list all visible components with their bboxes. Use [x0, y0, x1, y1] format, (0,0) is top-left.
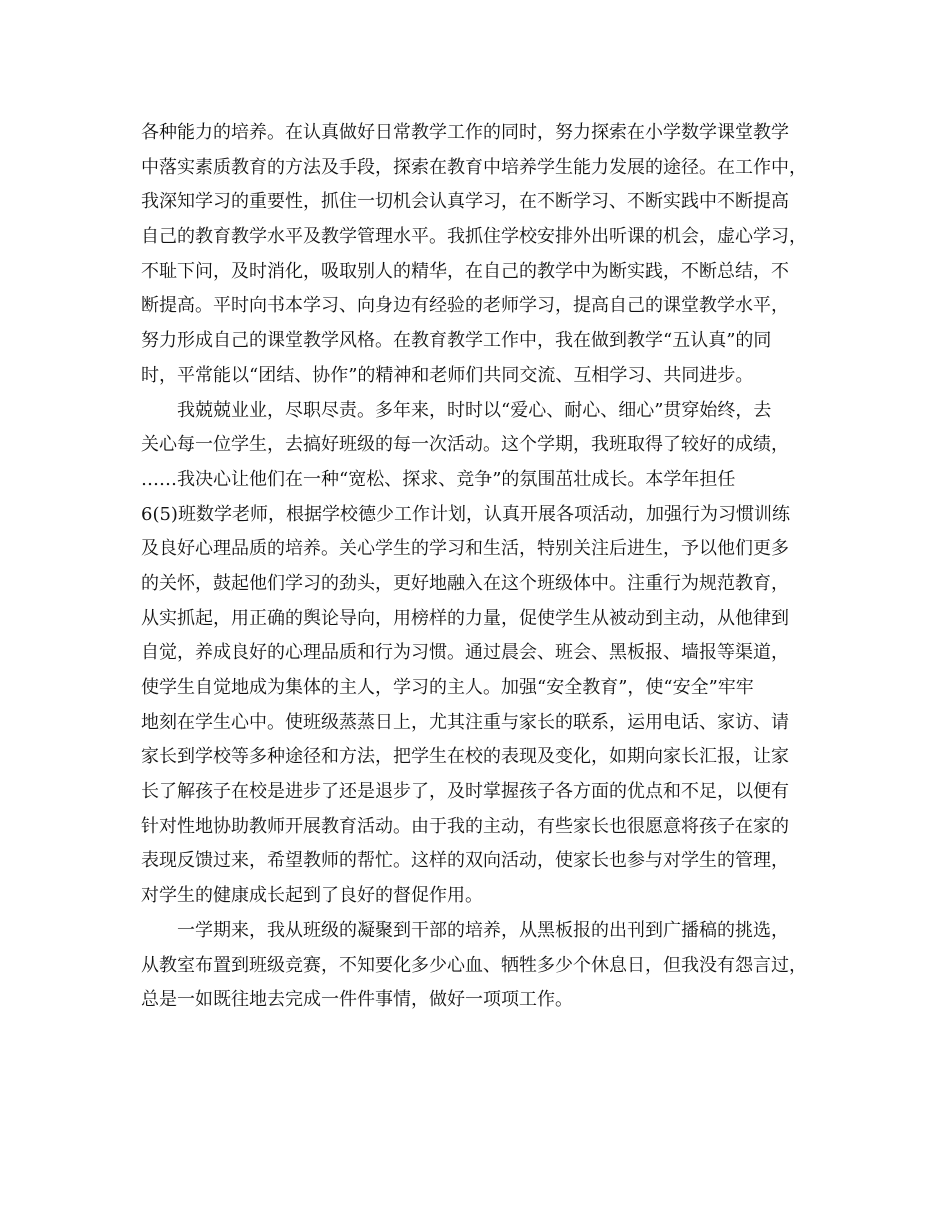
text-line: 使学生自觉地成为集体的主人，学习的主人。加强“安全教育”，使“安全”牢牢 [141, 677, 754, 698]
text-line: 中落实素质教育的方法及手段，探索在教育中培养学生能力发展的途径。在工作中， [141, 156, 807, 178]
text-line: 地刻在学生心中。使班级蒸蒸日上，尤其注重与家长的联系，运用电话、家访、请 [141, 711, 789, 733]
text-line: 6(5)班数学老师，根据学校德少工作计划，认真开展各项活动，加强行为习惯训练 [141, 503, 790, 525]
body-text [141, 116, 841, 1018]
text-line: 不耻下问，及时消化，吸取别人的精华，在自己的教学中为断实践，不断总结，不 [141, 260, 789, 282]
paragraph-2 [141, 394, 841, 914]
text-line: 断提高。平时向书本学习、向身边有经验的老师学习，提高自己的课堂教学水平， [141, 295, 789, 317]
text-line: 针对性地协助教师开展教育活动。由于我的主动，有些家长也很愿意将孩子在家的 [141, 815, 789, 837]
text-line: 自觉，养成良好的心理品质和行为习惯。通过晨会、班会、黑板报、墙报等渠道， [141, 642, 789, 664]
text-line: 及良好心理品质的培养。关心学生的学习和生活，特别关注后进生，予以他们更多 [141, 538, 789, 560]
text-line: 我深知学习的重要性，抓住一切机会认真学习，在不断学习、不断实践中不断提高 [141, 191, 789, 213]
text-line: 自己的教育教学水平及教学管理水平。我抓住学校安排外出听课的机会，虚心学习， [141, 226, 807, 248]
text-line: 对学生的健康成长起到了良好的督促作用。 [141, 885, 483, 907]
text-line: 长了解孩子在校是进步了还是退步了，及时掌握孩子各方面的优点和不足，以便有 [141, 781, 789, 803]
text-line: 总是一如既往地去完成一件件事情，做好一项项工作。 [141, 989, 573, 1011]
text-line: 时，平常能以“团结、协作”的精神和老师们共同交流、互相学习、共同进步。 [141, 364, 754, 386]
text-line: 各种能力的培养。在认真做好日常教学工作的同时，努力探索在小学数学课堂教学 [141, 122, 789, 143]
text-line: ……我决心让他们在一种“宽松、探求、竞争”的氛围茁壮成长。本学年担任 [141, 468, 736, 490]
text-line: 表现反馈过来，希望教师的帮忙。这样的双向活动，使家长也参与对学生的管理， [141, 850, 789, 872]
text-line: 家长到学校等多种途径和方法，把学生在校的表现及变化，如期向家长汇报，让家 [141, 746, 789, 768]
text-line: 一学期来，我从班级的凝聚到干部的培养，从黑板报的出刊到广播稿的挑选， [141, 919, 789, 941]
text-line: 的关怀，鼓起他们学习的劲头，更好地融入在这个班级体中。注重行为规范教育， [141, 572, 789, 594]
text-line: 从实抓起，用正确的舆论导向，用榜样的力量，促使学生从被动到主动，从他律到 [141, 607, 789, 629]
text-line: 努力形成自己的课堂教学风格。在教育教学工作中，我在做到教学“五认真”的同 [141, 330, 772, 352]
paragraph-3 [141, 914, 841, 1018]
paragraph-1 [141, 116, 841, 394]
text-line: 关心每一位学生，去搞好班级的每一次活动。这个学期，我班取得了较好的成绩， [141, 434, 789, 456]
text-line: 从教室布置到班级竞赛，不知要化多少心血、牺牲多少个休息日，但我没有怨言过， [141, 954, 807, 976]
text-line: 我兢兢业业，尽职尽责。多年来，时时以“爱心、耐心、细心”贯穿始终，去 [141, 399, 772, 421]
